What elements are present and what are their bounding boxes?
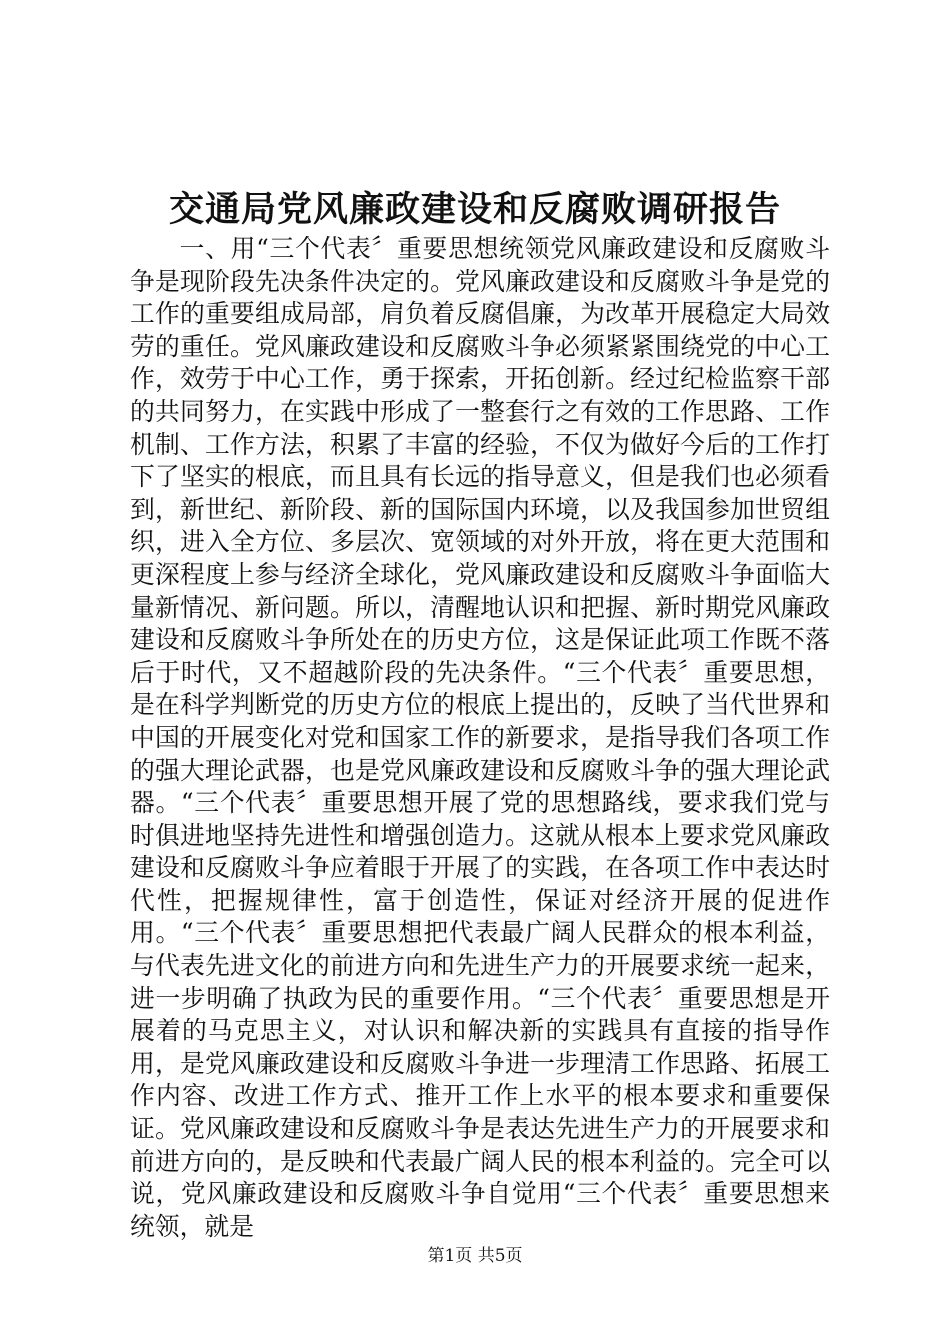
document-title: 交通局党风廉政建设和反腐败调研报告 [168, 189, 781, 230]
body-paragraph: 一、用“三个代表〞重要思想统领党风廉政建设和反腐败斗争是现阶段先决条件决定的。党风廉政建设和反腐败斗争是党的工作的重要组成局部，肩负着反腐倡廉，为改革开展稳定大局效劳的重任。党风廉政建设和反腐败斗争必须紧紧围绕党的中心工作，效劳于中心工作，勇于探索，开拓创新。经过纪检监察干部的共同努力，在实践中形成了一整套行之有效的工作思路、工作机制、工作方法，积累了丰富的经验，不仅为做好今后的工作打下了坚实的根底，而且具有长远的指导意义，但是我们也必须看到，新世纪、新阶段、新的国际国内环境，以及我国参加世贸组织，进入全方位、多层次、宽领域的对外开放，将在更大范围和更深程度上参与经济全球化，党风廉政建设和反腐败斗争面临大量新情况、新问题。所以，清醒地认识和把握、新时期党风廉政建设和反腐败斗争所处在的历史方位，这是保证此项工作既不落后于时代，又不超越阶段的先决条件。“三个代表〞重要思想，是在科学判断党的历史方位的根底上提出的，反映了当代世界和中国的开展变化对党和国家工作的新要求，是指导我们各项工作的强大理论武器，也是党风廉政建设和反腐败斗争的强大理论武器。“三个代表〞重要思想开展了党的思想路线，要求我们党与时俱进地坚持先进性和增强创造力。这就从根本上要求党风廉政建设和反腐败斗争应着眼于开展了的实践，在各项工作中表达时代性，把握规律性，富于创造性，保证对经济开展的促进作用。“三个代表〞重要思想把代表最广阔人民群众的根本利益，与代表先进文化的前进方向和先进生产力的开展要求统一起来，进一步明确了执政为民的重要作用。“三个代表〞重要思想是开展着的马克思主义，对认识和解决新的实践具有直接的指导作用，是党风廉政建设和反腐败斗争进一步理清工作思路、拓展工作内容、改进工作方式、推开工作上水平的根本要求和重要保证。党风廉政建设和反腐败斗争是表达先进生产力的开展要求和前进方向的，是反映和代表最广阔人民的根本利益的。完全可以说，党风廉政建设和反腐败斗争自觉用“三个代表〞重要思想来统领，就是 [130, 234, 830, 1241]
page-number-footer: 第1页 共5页 [427, 1246, 523, 1266]
